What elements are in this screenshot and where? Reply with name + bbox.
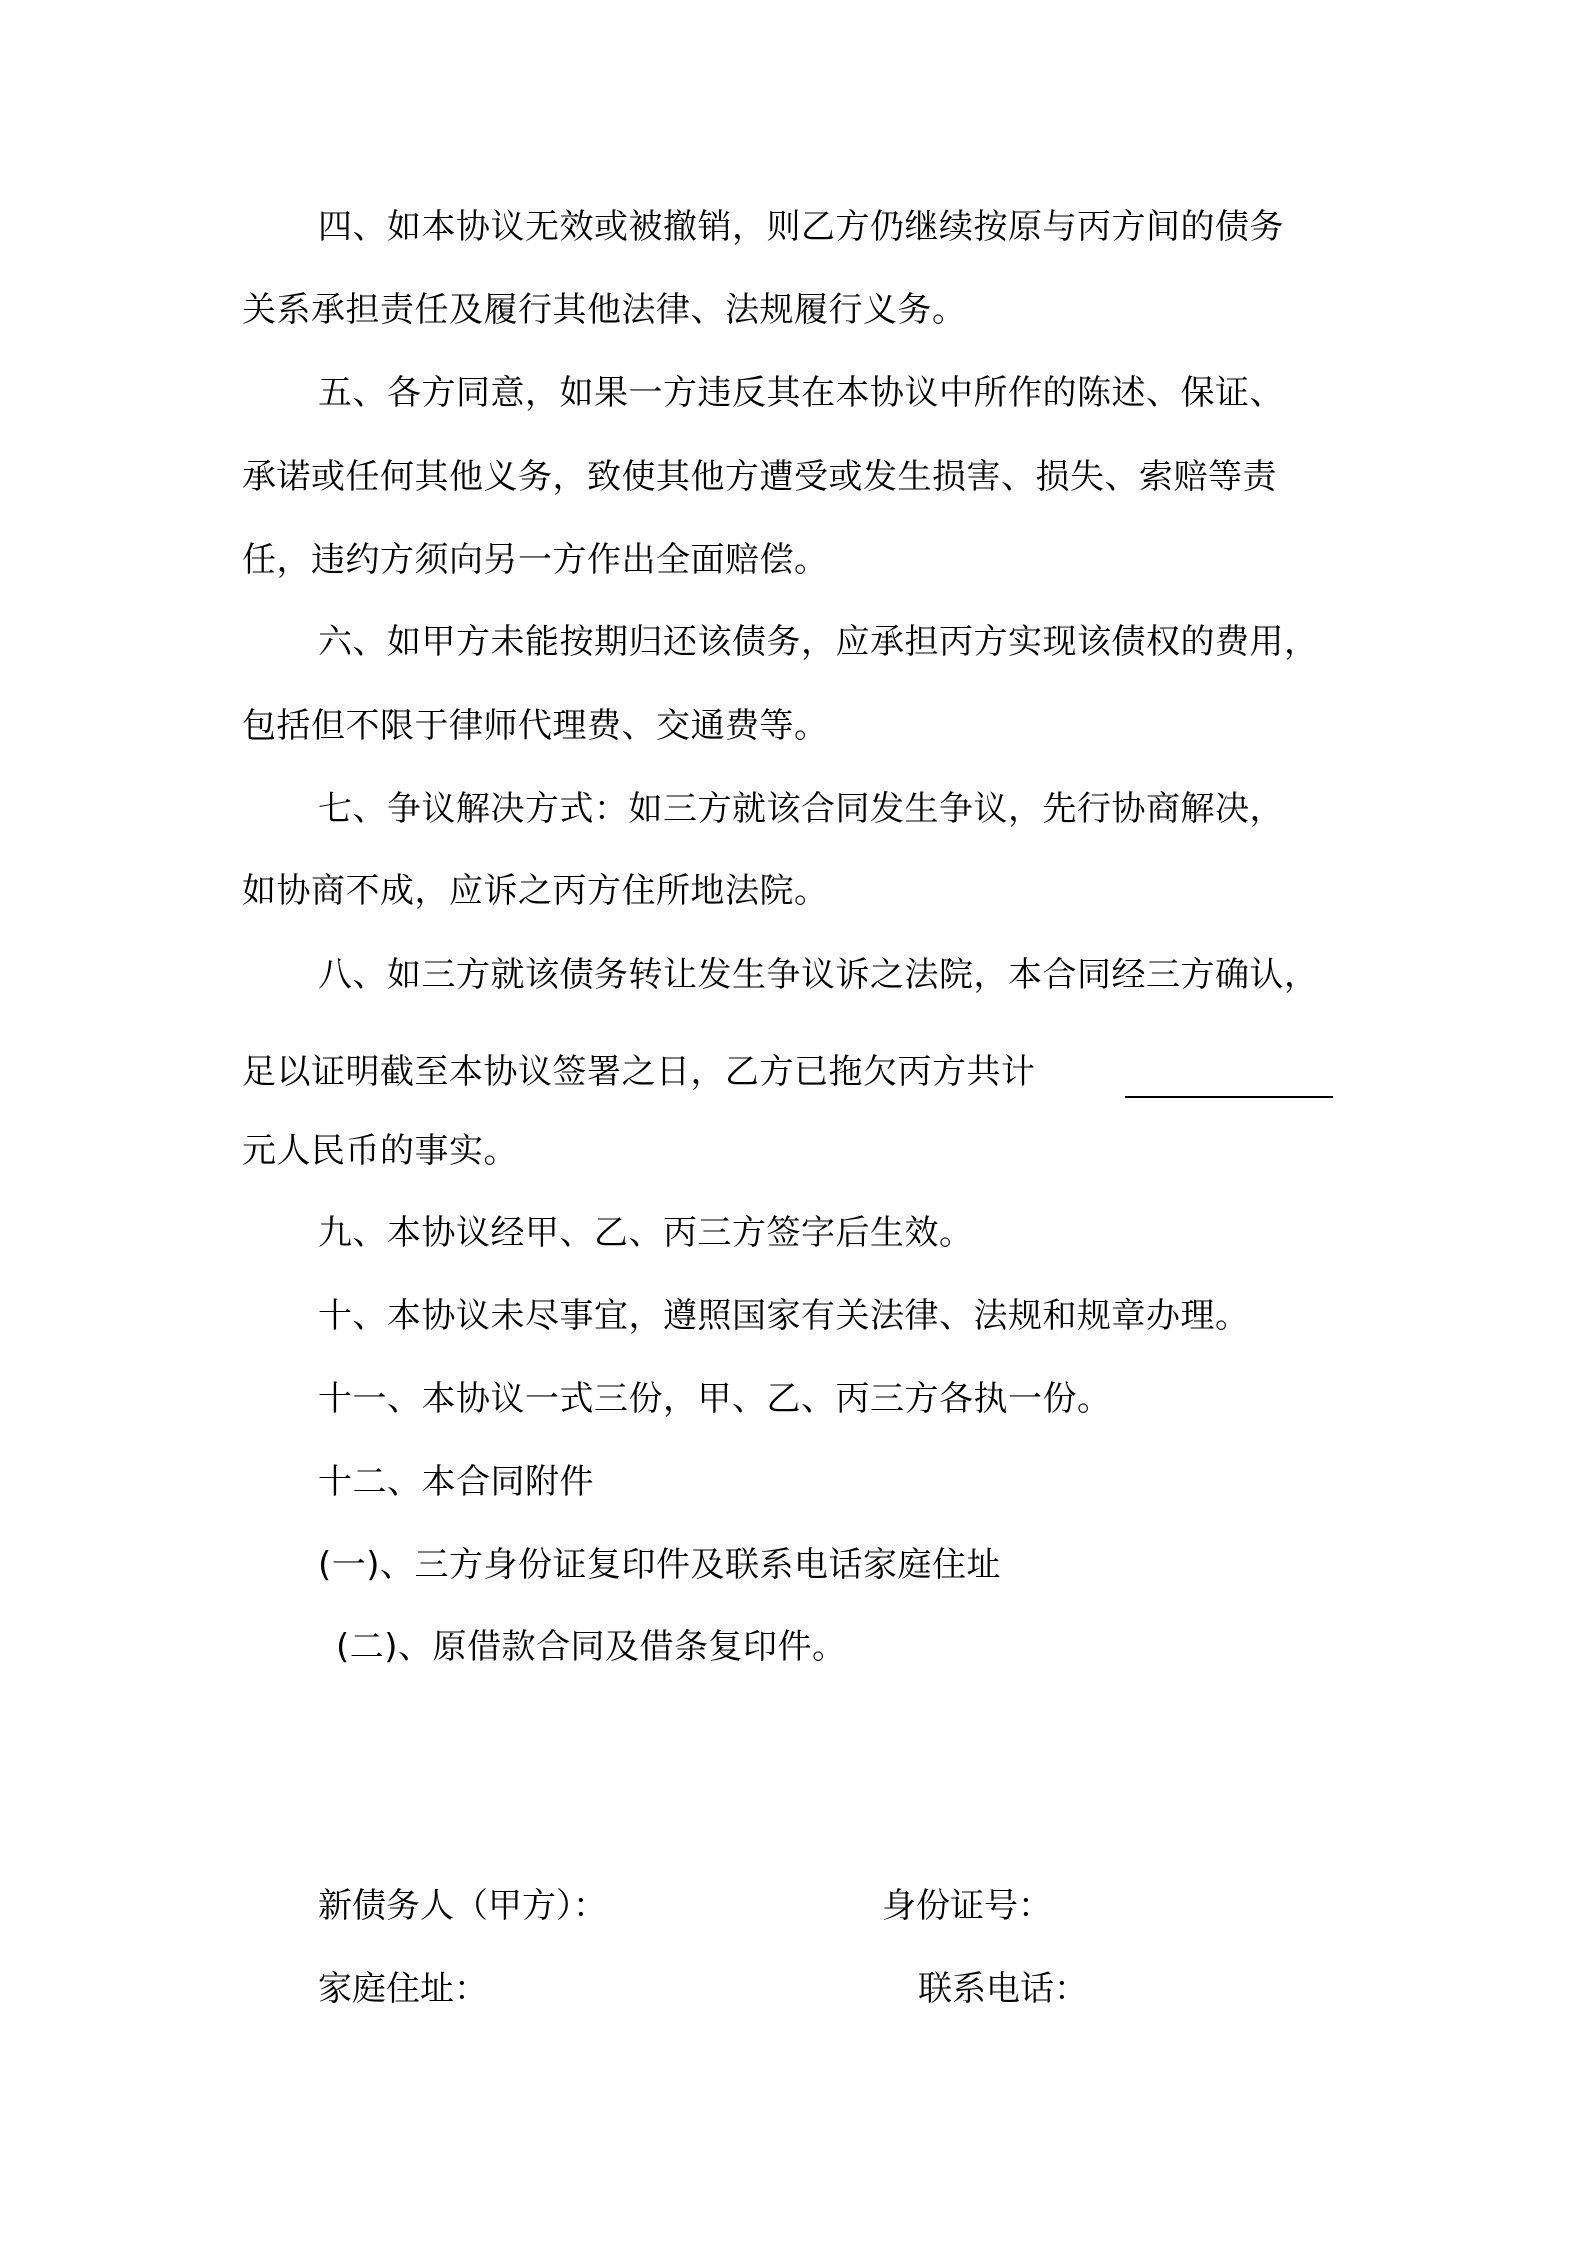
clause-12: 十二、本合同附件: [318, 1462, 594, 1502]
clause-5-line-2: 承诺或任何其他义务，致使其他方遭受或发生损害、损失、索赔等责: [242, 457, 1277, 497]
phone-label: 联系电话：: [918, 1969, 1088, 2009]
clause-9: 九、本协议经甲、乙、丙三方签字后生效。: [318, 1213, 974, 1253]
clause-8-line-1: 八、如三方就该债务转让发生争议诉之法院，本合同经三方确认，: [318, 955, 1319, 995]
attachment-2: (二)、原借款合同及借条复印件。: [336, 1627, 847, 1667]
clause-4-line-2: 关系承担责任及履行其他法律、法规履行义务。: [242, 290, 967, 330]
clause-4-line-1: 四、如本协议无效或被撤销，则乙方仍继续按原与丙方间的债务: [318, 207, 1284, 247]
home-address-label: 家庭住址：: [318, 1969, 488, 2009]
clause-11: 十一、本协议一式三份，甲、乙、丙三方各执一份。: [318, 1379, 1112, 1419]
clause-6-line-2: 包括但不限于律师代理费、交通费等。: [242, 706, 829, 746]
clause-6-line-1: 六、如甲方未能按期归还该债务，应承担丙方实现该债权的费用，: [318, 622, 1319, 662]
id-number-label: 身份证号：: [882, 1886, 1052, 1926]
clause-5-line-3: 任，违约方须向另一方作出全面赔偿。: [242, 540, 829, 580]
clause-7-line-1: 七、争议解决方式：如三方就该合同发生争议，先行协商解决，: [318, 789, 1284, 829]
clause-8-line-2: 足以证明截至本协议签署之日，乙方已拖欠丙方共计: [242, 1052, 1036, 1092]
clause-10: 十、本协议未尽事宜，遵照国家有关法律、法规和规章办理。: [318, 1296, 1250, 1336]
clause-8-line-3: 元人民币的事实。: [242, 1131, 518, 1171]
amount-blank-line: [1125, 1096, 1333, 1098]
debtor-label: 新债务人（甲方）：: [318, 1886, 607, 1926]
clause-5-line-1: 五、各方同意，如果一方违反其在本协议中所作的陈述、保证、: [318, 373, 1284, 413]
attachment-1: (一)、三方身份证复印件及联系电话家庭住址: [318, 1545, 1002, 1585]
clause-7-line-2: 如协商不成，应诉之丙方住所地法院。: [242, 871, 829, 911]
